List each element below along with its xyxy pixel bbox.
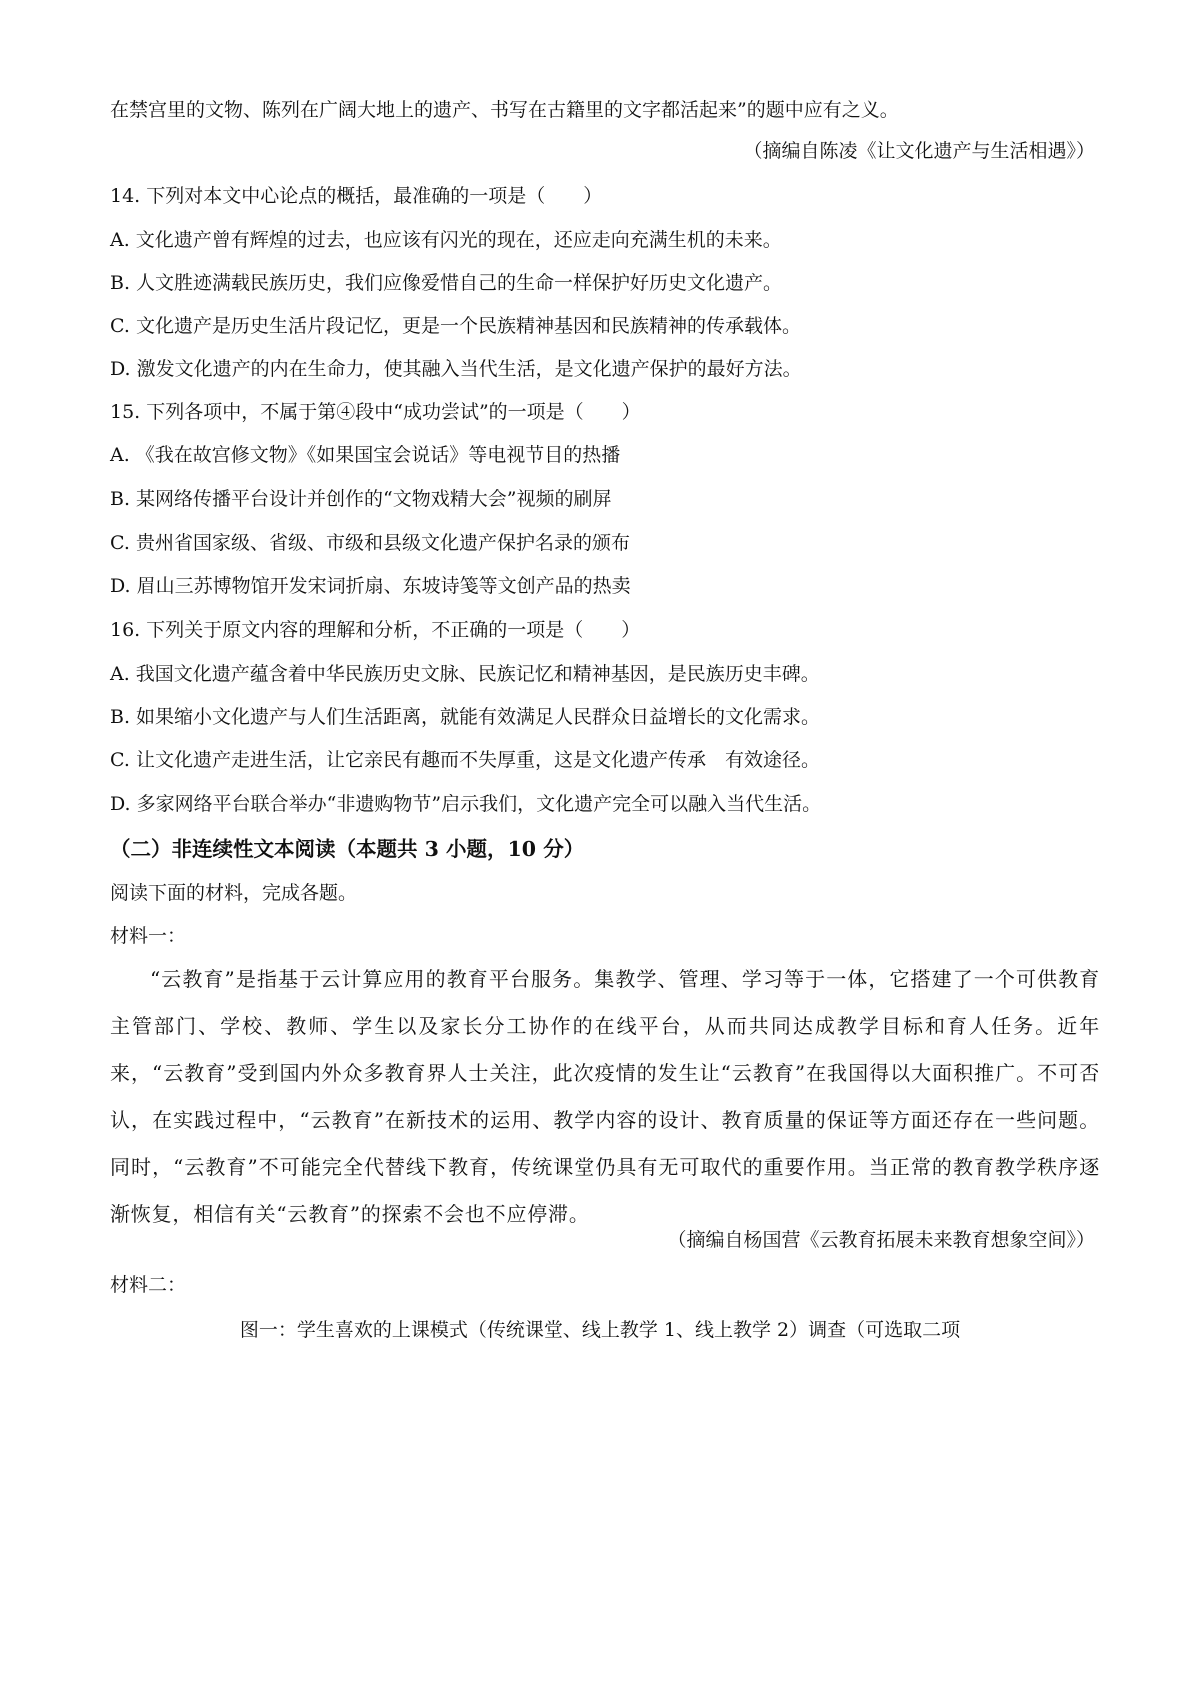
- material-1-label: 材料一：: [110, 925, 187, 947]
- passage-tail: 在禁宫里的文物、陈列在广阔大地上的遗产、书写在古籍里的文字都活起来”的题中应有之义。: [110, 99, 899, 121]
- question-14-option-d: D. 激发文化遗产的内在生命力，使其融入当代生活，是文化遗产保护的最好方法。: [110, 358, 802, 380]
- question-16-option-c: C. 让文化遗产走进生活，让它亲民有趣而不失厚重，这是文化遗产传承 有效途径。: [110, 749, 820, 771]
- figure-caption: 图一：学生喜欢的上课模式（传统课堂、线上教学 1、线上教学 2）调查（可选取二项: [239, 1319, 961, 1341]
- source-citation-2: （摘编自杨国营《云教育拓展未来教育想象空间》）: [667, 1229, 1095, 1251]
- question-14-option-c: C. 文化遗产是历史生活片段记忆，更是一个民族精神基因和民族精神的传承载体。: [110, 315, 801, 337]
- question-15-option-c: C. 贵州省国家级、省级、市级和县级文化遗产保护名录的颁布: [110, 532, 630, 554]
- question-14-option-a: A. 文化遗产曾有辉煌的过去，也应该有闪光的现在，还应走向充满生机的未来。: [110, 229, 782, 251]
- question-15-option-b: B. 某网络传播平台设计并创作的“文物戏精大会”视频的刷屏: [110, 488, 612, 510]
- material-2-label: 材料二：: [110, 1274, 187, 1296]
- question-14-option-b: B. 人文胜迹满载民族历史，我们应像爱惜自己的生命一样保护好历史文化遗产。: [110, 272, 783, 294]
- question-16-option-d: D. 多家网络平台联合举办“非遗购物节”启示我们，文化遗产完全可以融入当代生活。: [110, 793, 822, 815]
- section-heading: （二）非连续性文本阅读（本题共 3 小题，10 分）: [110, 837, 585, 861]
- question-15-option-d: D. 眉山三苏博物馆开发宋词折扇、东坡诗笺等文创产品的热卖: [110, 575, 631, 597]
- question-16-option-b: B. 如果缩小文化遗产与人们生活距离，就能有效满足人民群众日益增长的文化需求。: [110, 706, 821, 728]
- source-citation-1: （摘编自陈凌《让文化遗产与生活相遇》）: [743, 140, 1095, 162]
- instruction-text: 阅读下面的材料，完成各题。: [110, 882, 358, 904]
- question-15-stem: 15. 下列各项中，不属于第④段中“成功尝试”的一项是（ ）: [110, 401, 641, 423]
- question-16-stem: 16. 下列关于原文内容的理解和分析，不正确的一项是（ ）: [110, 619, 641, 641]
- question-15-option-a: A. 《我在故宫修文物》《如果国宝会说话》等电视节目的热播: [110, 444, 621, 466]
- question-14-stem: 14. 下列对本文中心论点的概括，最准确的一项是（ ）: [110, 185, 603, 207]
- question-16-option-a: A. 我国文化遗产蕴含着中华民族历史文脉、民族记忆和精神基因，是民族历史丰碑。: [110, 663, 820, 685]
- material-1-paragraph: “云教育”是指基于云计算应用的教育平台服务。集教学、管理、学习等于一体，它搭建了一个可供教育主管部门、学校、教师、学生以及家长分工协作的在线平台，从而共同达成教学目标和育人任务。近年来，“云教育”受到国内外众多教育界人士关注，此次疫情的发生让“云教育”在我国得以大面积推广。不可否认，在实践过程中，“云教育”在新技术的运用、教学内容的设计、教育质量的保证等方面还存在一些问题。同时，“云教育”不可能完全代替线下教育，传统课堂仍具有无可取代的重要作用。当正常的教育教学秩序逐渐恢复，相信有关“云教育”的探索不会也不应停滞。: [110, 967, 1100, 1226]
